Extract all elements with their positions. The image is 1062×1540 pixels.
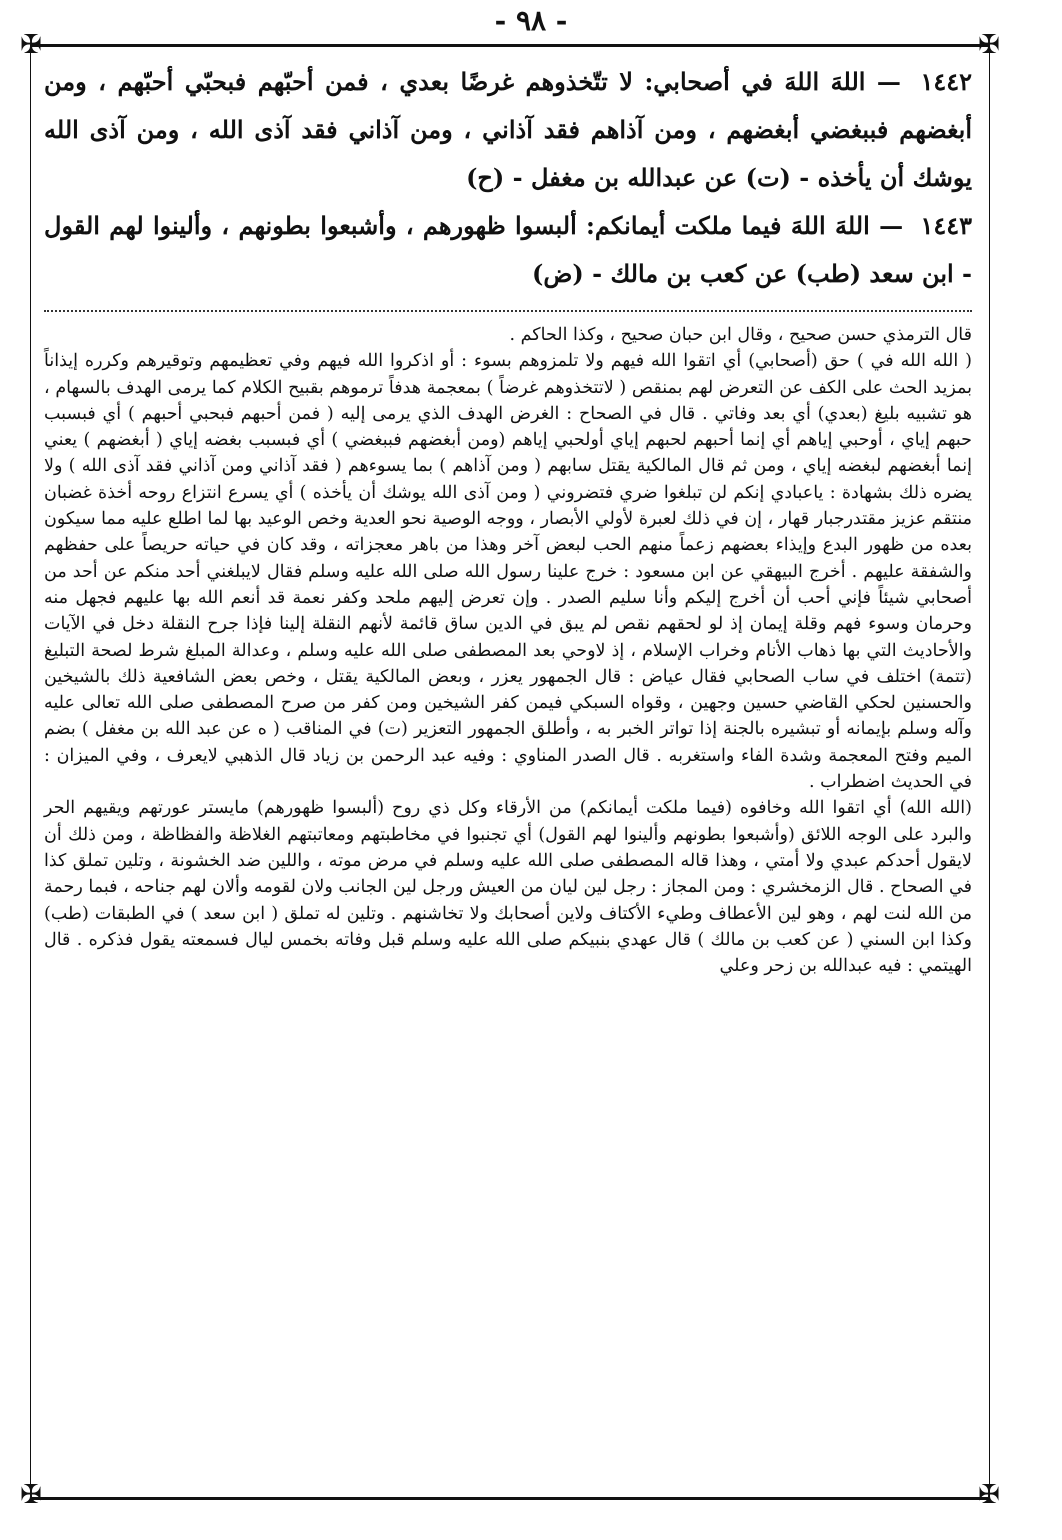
page-number: - ٩٨ - [494, 4, 568, 37]
hadith-text: — اللهَ اللهَ في أصحابي: لا تتّخذوهم غرضًا بعدي ، فمن أحبّهم فبحبّي أحبّهم ، ومن أبغضهم فببغضي أبغضهم ، ومن آذاهم فقد آذاني ، ومن آذاني فقد آذى الله ، ومن آذى الله يوشك أن يأخذه - (ت) عن عبدالله بن مغفل - (ح) [44, 67, 972, 192]
page-content [44, 58, 972, 979]
dotted-divider [44, 310, 972, 312]
commentary-paragraph: (الله الله) أي اتقوا الله وخافوه (فيما ملكت أيمانكم) من الأرقاء وكل ذي روح (ألبسوا ظهورهم) مايستر عورتهم ويقيهم الحر والبرد على الوجه اللائق (وأشبعوا بطونهم وألينوا لهم القول) أي تجنبوا في مخاطبتهم ومعاتبتهم الغلاظة والفظاظة ، ومن ذلك أن لايقول أحدكم عبدي ولا أمتي ، وهذا قاله المصطفى صلى الله عليه وسلم في مرض موته ، واللين ضد الخشونة ، وتلين تملق كذا في الصحاح . قال الزمخشري : ومن المجاز : رجل لين ليان من العيش ورجل لين الجانب ولان لقومه وألان لهم جناحه ، فبما رحمة من الله لنت لهم ، وهو لين الأعطاف وطيء الأكتاف ولاين أصحابك ولا تخاشنهم . وتلين له تملق ( ابن سعد ) في الطبقات (طب) وكذا ابن السني ( عن كعب بن مالك ) قال عهدي بنبيكم صلى الله عليه وسلم قبل وفاته بخمس ليال فسمعته يقول فذكره . قال الهيتمي : فيه عبدالله بن زحر وعلي [44, 798, 972, 977]
commentary [44, 322, 972, 979]
hadith-1443 [44, 202, 972, 298]
hadith-number: ١٤٤٣ [920, 211, 972, 240]
commentary-paragraph: ( الله الله في ) حق (أصحابي) أي اتقوا الله فيهم ولا تلمزوهم بسوء : أو اذكروا الله فيهم وفي تعظيمهم وتوقيرهم وكرره إيذاناً بمزيد الحث على الكف عن التعرض لهم بمنقص ( لاتتخذوهم غرضاً ) بمعجمة هدفاً ترموهم بقبيح الكلام كما يرمى الهدف بالسهام ، هو تشبيه بليغ (بعدي) أي بعد وفاتي . قال في الصحاح : الغرض الهدف الذي يرمى إليه ( فمن أحبهم فبحبي أحبهم ) أي فبسبب حبهم إياي ، أوحبي إياهم أي إنما أحبهم لحبهم إياي أولحبي إياهم (ومن أبغضهم فببغضي ) أي فبسبب بغضه إياي ( أبغضهم ) يعني إنما أبغضهم لبغضه إياي ، ومن ثم قال المالكية يقتل سابهم ( ومن آذاهم ) بما يسوءهم ( فقد آذاني ومن آذاني فقد آذى الله ) ولا يضره ذلك بشهادة : ياعبادي إنكم لن تبلغوا ضري فتضروني ( ومن آذى الله يوشك أن يأخذه ) أي يسرع انتزاع روحه أخذة غضبان منتقم عزيز مقتدرجبار قهار ، إن في ذلك لعبرة لأولي الأبصار ، ووجه الوصية نحو العدية وخص الوعيد بها لما اطلع عليه مما سيكون بعده من ظهور البدع وإيذاء بعضهم زعماً منهم الحب لبعض آخر وهذا من باهر معجزاته ، وقد كان في حياته حريصاً على حفظهم والشفقة عليهم . أخرج البيهقي عن ابن مسعود : خرج علينا رسول الله صلى الله عليه وسلم فقال لايبلغني أحد منكم عن أحد من أصحابي شيئاً فإني أحب أن أخرج إليكم وأنا سليم الصدر . وإن تعرض إليهم ملحد وكفر نعمة قد أنعم الله بها عليهم فجهل منه وحرمان وسوء فهم وقلة إيمان إذ لو لحقهم نقص لم يبق في الدين ساق قائمة لأنهم النقلة إلينا فإذا جرح النقلة دخل في الآيات والأحاديث التي بها ذهاب الأنام وخراب الإسلام ، إذ لاوحي بعد المصطفى صلى الله عليه وسلم ، وعدالة المبلغ شرط لصحة التبليغ (تتمة) اختلف في ساب الصحابي فقال عياض : قال الجمهور يعزر ، وبعض المالكية يقتل ، وخص بعض الشافعية ذلك بالشيخين والحسنين لحكي القاضي حسين وجهين ، وقواه السبكي فيمن كفر الشيخين ومن كفر من صرح المصطفى صلى الله تعالى عليه وآله وسلم بإيمانه أو تبشيره بالجنة إذا تواتر الخبر به ، وأطلق الجمهور التعزير (ت) في المناقب ( ه عن عبد الله بن مغفل ) بضم الميم وفتح المعجمة وشدة الفاء واستغربه . قال الصدر المناوي : وفيه عبد الرحمن بن زياد قال الذهبي لايعرف ، وفي الميزان : في الحديث اضطراب . [44, 351, 972, 793]
corner-ornament-icon: ✠ [978, 1480, 1000, 1510]
corner-ornament-icon: ✠ [978, 30, 1000, 60]
hadith-number: ١٤٤٢ [920, 67, 973, 96]
hadith-text: — اللهَ اللهَ فيما ملكت أيمانكم: ألبسوا ظهورهم ، وأشبعوا بطونهم ، وألينوا لهم القول - ابن سعد (طب) عن كعب بن مالك - (ض) [44, 211, 972, 288]
hadith-1442 [44, 58, 972, 202]
corner-ornament-icon: ✠ [20, 30, 42, 60]
corner-ornament-icon: ✠ [20, 1480, 42, 1510]
commentary-paragraph: قال الترمذي حسن صحيح ، وقال ابن حبان صحيح ، وكذا الحاكم . [509, 325, 972, 345]
